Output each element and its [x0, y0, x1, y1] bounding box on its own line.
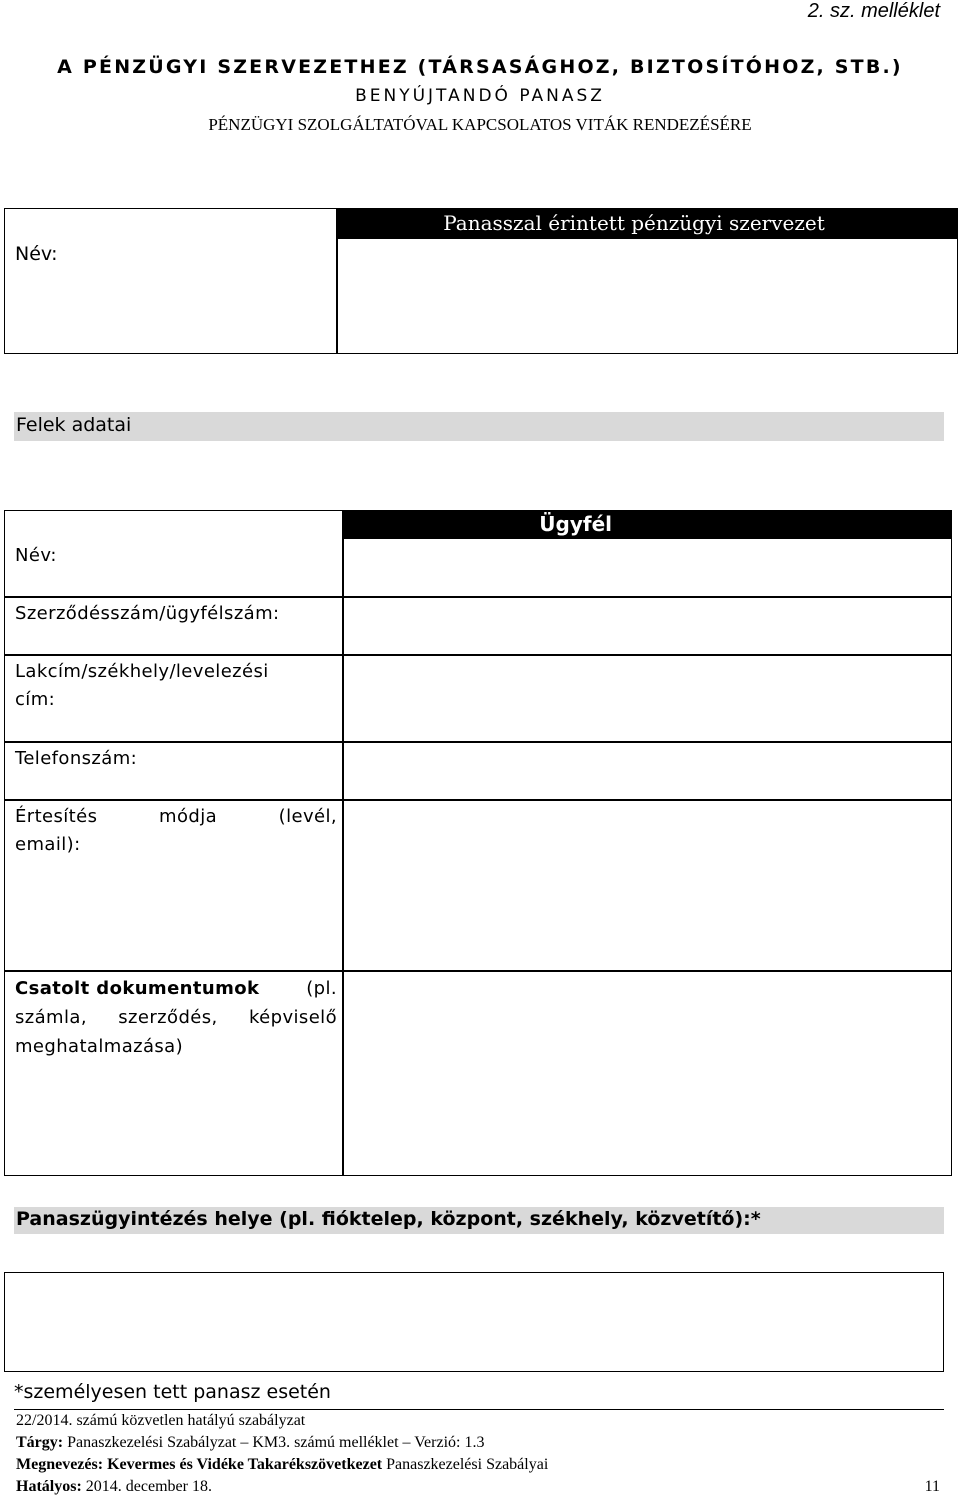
org-name-label-cell: [4, 208, 338, 354]
form-title: A PÉNZÜGYI SZERVEZETHEZ (TÁRSASÁGHOZ, BIZTOSÍTÓHOZ, STB.): [57, 56, 903, 78]
client-name-label: Név:: [15, 545, 57, 566]
address-label-cell: [4, 654, 344, 743]
phone-field[interactable]: [342, 741, 952, 801]
notify-field[interactable]: [342, 799, 952, 972]
form-subtitle: BENYÚJTANDÓ PANASZ: [355, 86, 605, 106]
docs-label-line3: meghatalmazása): [15, 1036, 184, 1057]
contract-number-label: Szerződésszám/ügyfélszám:: [15, 603, 280, 624]
parties-heading: Felek adatai: [16, 414, 132, 436]
phone-label-cell: [4, 741, 344, 801]
annex-label: 2. sz. melléklet: [807, 0, 940, 22]
footer-effective: Hatályos: 2014. december 18.: [16, 1478, 212, 1495]
docs-label-line1: Csatolt dokumentumok (pl.: [15, 978, 337, 999]
page-number: 11: [924, 1478, 940, 1495]
docs-label-cell: [4, 970, 344, 1176]
org-name-label: Név:: [15, 243, 58, 265]
org-section-heading: Panasszal érintett pénzügyi szervezet: [336, 208, 958, 239]
notify-label-line2: email):: [15, 834, 81, 855]
location-heading: Panaszügyintézés helye (pl. fióktelep, központ, székhely, közvetítő):*: [16, 1208, 761, 1230]
location-heading-bar: [14, 1207, 944, 1234]
location-note: *személyesen tett panasz esetén: [14, 1381, 331, 1403]
form-purpose: PÉNZÜGYI SZOLGÁLTATÓVAL KAPCSOLATOS VITÁK RENDEZÉSÉRE: [208, 115, 752, 134]
contract-label-cell: [4, 596, 344, 656]
notify-label-line1: Értesítés módja (levél,: [15, 806, 337, 827]
phone-label: Telefonszám:: [15, 748, 138, 769]
notify-label-cell: [4, 799, 344, 972]
docs-field[interactable]: [342, 970, 952, 1176]
parties-heading-bar: [14, 412, 944, 441]
docs-label-line2: számla, szerződés, képviselő: [15, 1007, 337, 1028]
address-label-1: Lakcím/székhely/levelezési: [15, 661, 269, 682]
client-section-heading: Ügyfél: [342, 510, 952, 539]
address-label-2: cím:: [15, 689, 56, 710]
client-name-label-cell: [4, 510, 344, 598]
footer-regulation: 22/2014. számú közvetlen hatályú szabályzat: [16, 1412, 306, 1429]
footer-name: Megnevezés: Kevermes és Vidéke Takarékszövetkezet Panaszkezelési Szabályai: [16, 1456, 549, 1473]
footer-subject: Tárgy: Panaszkezelési Szabályzat – KM3. számú melléklet – Verzió: 1.3: [16, 1434, 485, 1451]
location-field[interactable]: [4, 1272, 944, 1372]
contract-number-field[interactable]: [342, 596, 952, 656]
address-field[interactable]: [342, 654, 952, 743]
